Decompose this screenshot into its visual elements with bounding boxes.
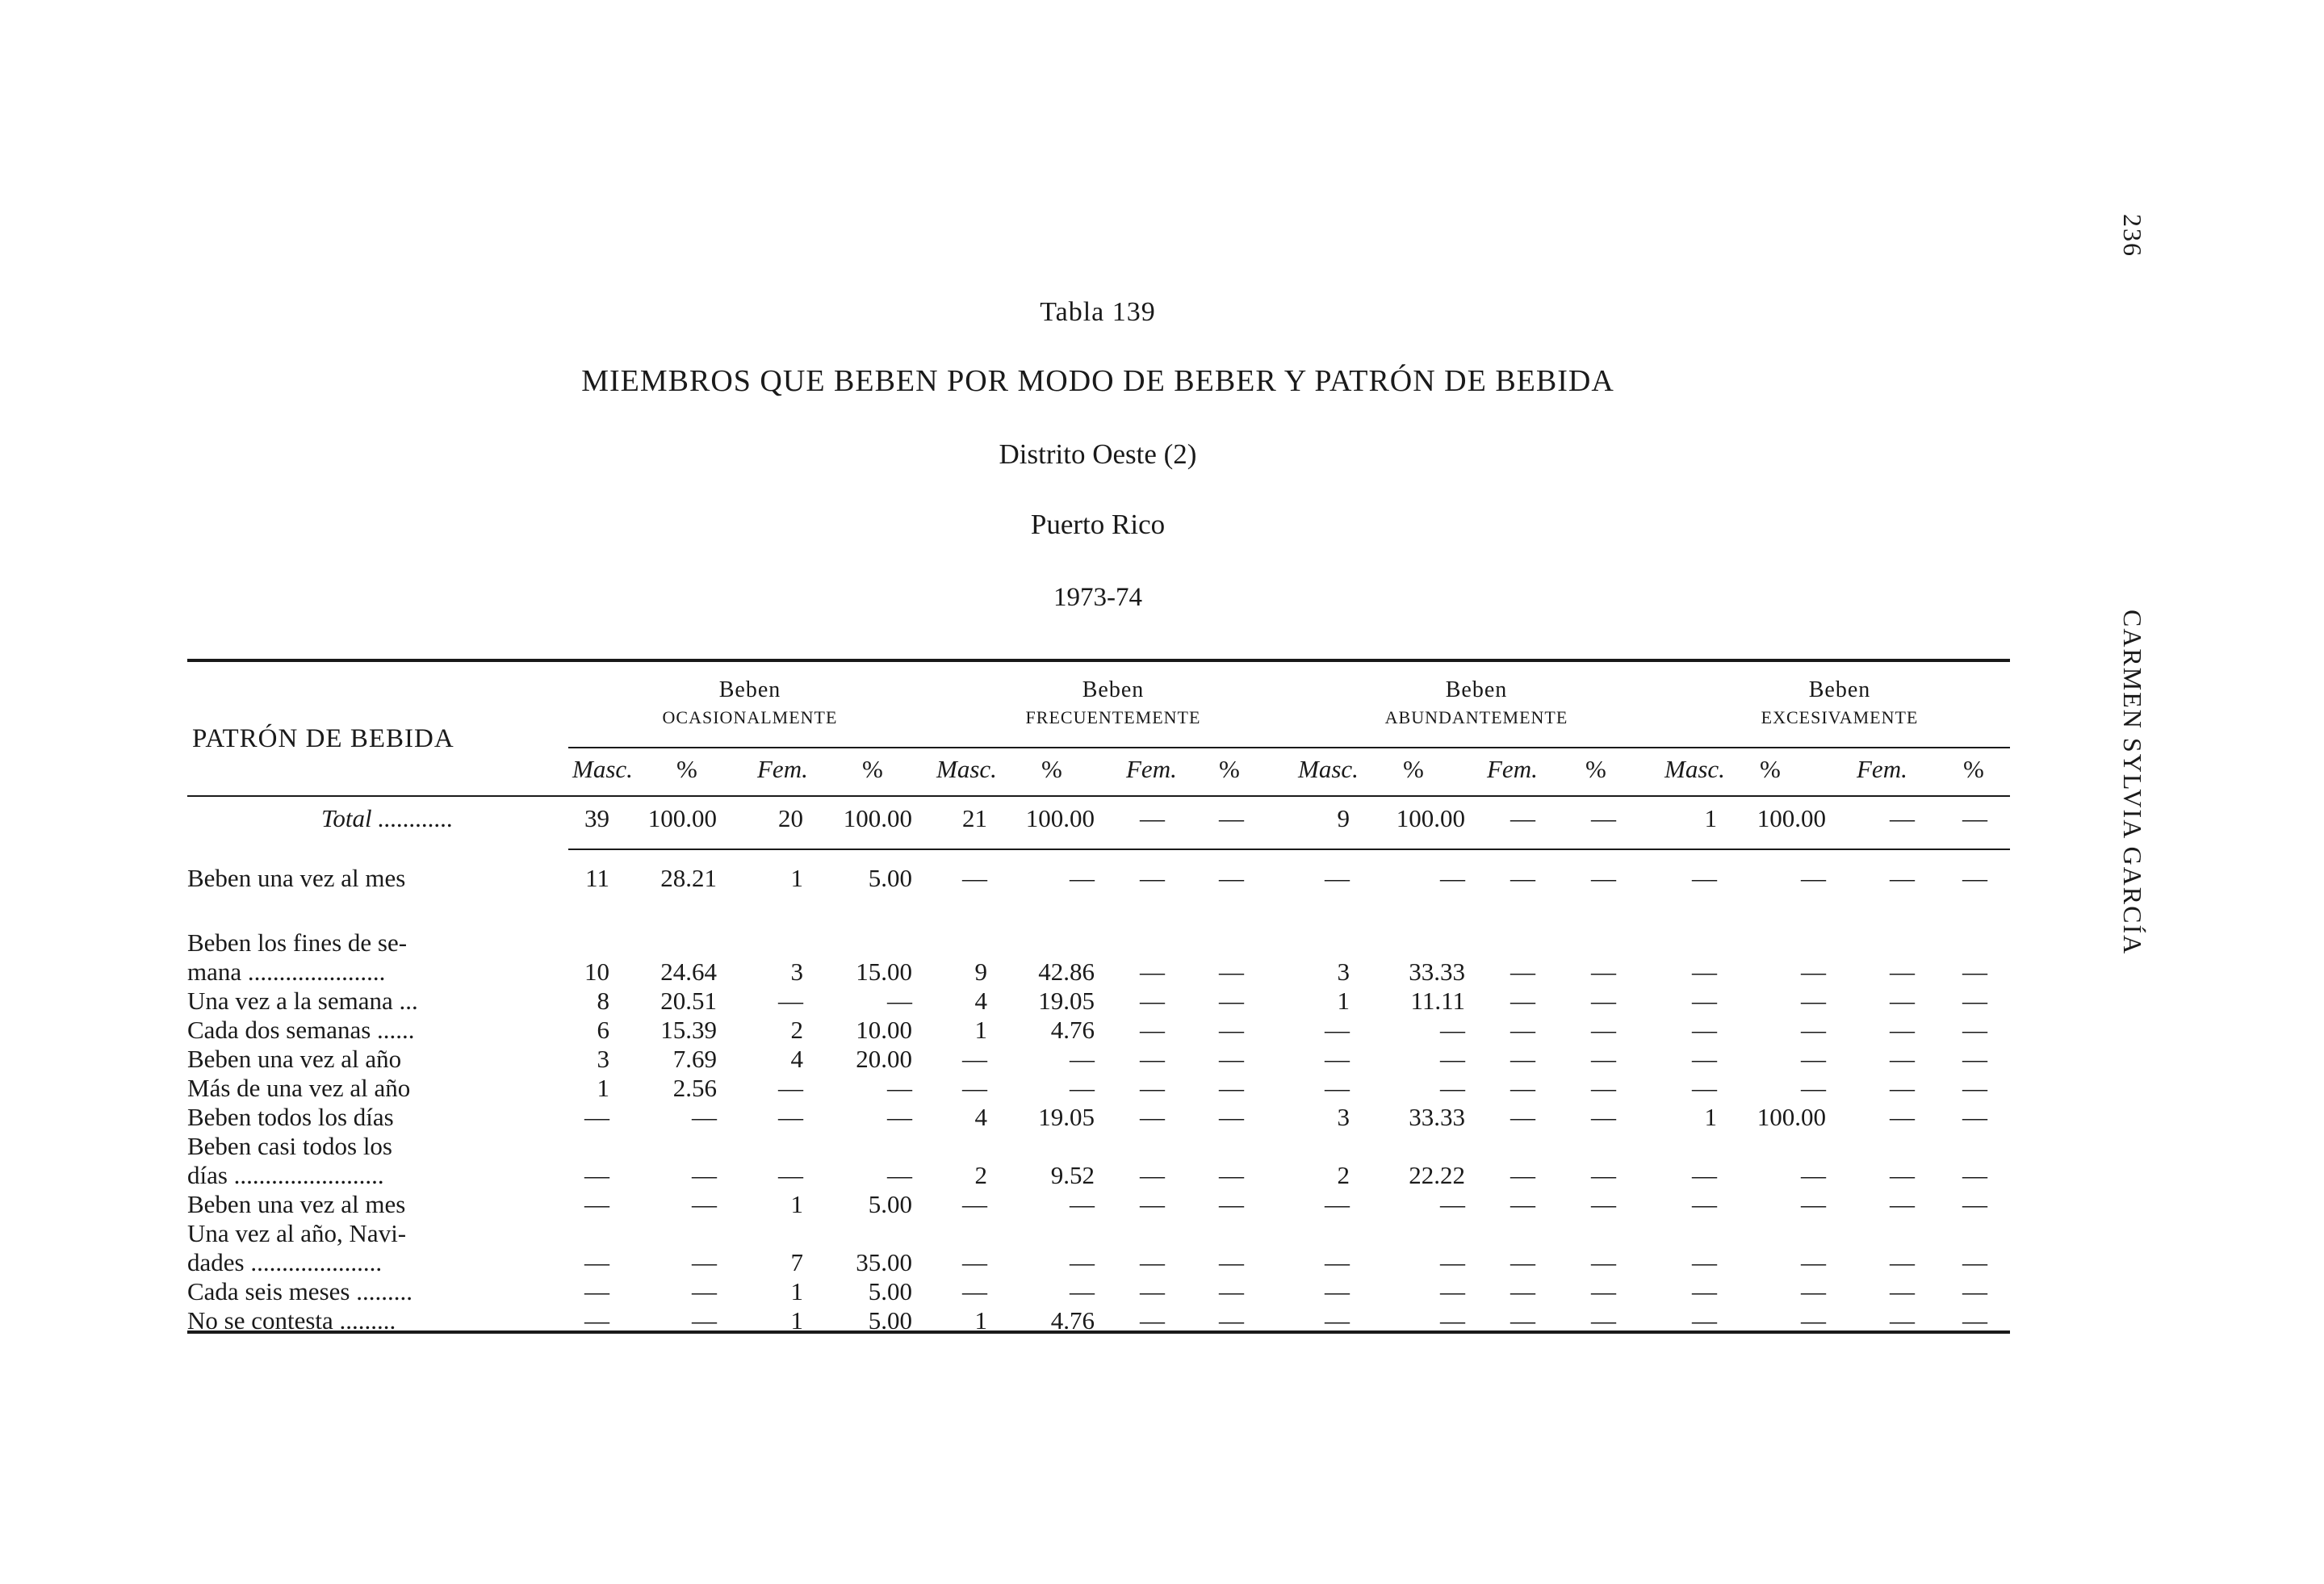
- table-cell: 9.52: [1050, 1161, 1095, 1189]
- table-title: MIEMBROS QUE BEBEN POR MODO DE BEBER Y PATRÓN DE BEBIDA: [581, 364, 1614, 398]
- table-cell: —: [1440, 1248, 1465, 1276]
- table-cell: —: [1962, 1016, 1987, 1044]
- table-cell: —: [1510, 804, 1535, 832]
- sub-header-pct: %: [1963, 755, 1984, 783]
- table-cell: —: [1962, 1074, 1987, 1102]
- table-cell: —: [1801, 1248, 1826, 1276]
- table-cell: 35.00: [856, 1248, 912, 1276]
- table-cell: —: [1219, 1045, 1244, 1073]
- table-cell: 1: [790, 864, 803, 892]
- table-cell: —: [1591, 1045, 1616, 1073]
- table-cell: —: [962, 1074, 987, 1102]
- table-cell: —: [1510, 1045, 1535, 1073]
- table-cell: 1: [974, 1016, 987, 1044]
- table-cell: —: [1510, 1277, 1535, 1305]
- table-cell: —: [1510, 864, 1535, 892]
- running-head: CARMEN SYLVIA GARCÍA: [2118, 610, 2147, 956]
- table-cell: 1: [790, 1190, 803, 1218]
- table-cell: —: [1692, 1074, 1717, 1102]
- table-cell: —: [962, 1045, 987, 1073]
- table-cell: 100.00: [1025, 804, 1095, 832]
- table-cell: —: [1801, 864, 1826, 892]
- table-cell: —: [778, 987, 803, 1015]
- table-cell: 21: [962, 804, 987, 832]
- table-cell: 4.76: [1050, 1016, 1095, 1044]
- table-cell: —: [1962, 864, 1987, 892]
- table-cell: —: [1890, 1161, 1915, 1189]
- table-cell: —: [1440, 864, 1465, 892]
- table-cell: —: [1890, 1074, 1915, 1102]
- table-cell: 5.00: [868, 1277, 912, 1305]
- table-cell: —: [584, 1190, 609, 1218]
- table-cell: —: [1325, 1045, 1350, 1073]
- table-cell: —: [1219, 1074, 1244, 1102]
- table-cell: —: [1692, 1277, 1717, 1305]
- table-cell: 6: [597, 1016, 609, 1044]
- table-cell: —: [1440, 1045, 1465, 1073]
- table-cell: 10.00: [856, 1016, 912, 1044]
- table-row: [0, 1132, 2018, 1161]
- sub-header-pct: %: [676, 755, 697, 783]
- table-cell: —: [962, 1277, 987, 1305]
- sub-header-fem: Fem.: [1857, 755, 1907, 783]
- table-cell: —: [1890, 1248, 1915, 1276]
- sub-header-masc: Masc.: [936, 755, 997, 783]
- table-cell: —: [1140, 958, 1165, 986]
- table-cell: —: [1219, 987, 1244, 1015]
- table-cell: —: [1325, 1277, 1350, 1305]
- table-cell: —: [1962, 1248, 1987, 1276]
- table-cell: 20.51: [660, 987, 717, 1015]
- table-cell: —: [1801, 987, 1826, 1015]
- table-cell: 100.00: [1396, 804, 1465, 832]
- row-label: Una vez a la semana ...: [187, 987, 418, 1015]
- table-cell: 42.86: [1038, 958, 1095, 986]
- table-cell: 9: [1337, 804, 1350, 832]
- table-cell: 19.05: [1038, 987, 1095, 1015]
- table-cell: —: [692, 1161, 717, 1189]
- table-cell: —: [1591, 1074, 1616, 1102]
- table-cell: —: [692, 1248, 717, 1276]
- table-number: Tabla 139: [1040, 297, 1156, 327]
- table-cell: 2: [790, 1016, 803, 1044]
- table-cell: —: [1962, 987, 1987, 1015]
- table-row: [0, 1277, 2018, 1306]
- table-cell: —: [1510, 1016, 1535, 1044]
- table-cell: —: [1962, 1045, 1987, 1073]
- table-cell: —: [1962, 1277, 1987, 1305]
- row-label: Cada dos semanas ......: [187, 1016, 415, 1044]
- table-cell: 1: [790, 1277, 803, 1305]
- table-cell: —: [1510, 1190, 1535, 1218]
- row-label: Beben una vez al mes: [187, 864, 406, 892]
- table-cell: —: [778, 1103, 803, 1131]
- table-cell: —: [1692, 958, 1717, 986]
- table-cell: —: [1219, 1190, 1244, 1218]
- table-cell: 100.00: [1757, 1103, 1826, 1131]
- table-cell: —: [1890, 864, 1915, 892]
- group-header-bottom: FRECUENTEMENTE: [1025, 707, 1201, 727]
- table-cell: —: [1890, 958, 1915, 986]
- table-cell: —: [1692, 1248, 1717, 1276]
- table-cell: —: [1219, 864, 1244, 892]
- table-cell: —: [1325, 1306, 1350, 1335]
- table-cell: —: [1140, 987, 1165, 1015]
- table-cell: 3: [1337, 1103, 1350, 1131]
- table-cell: 4.76: [1050, 1306, 1095, 1335]
- table-cell: —: [1440, 1277, 1465, 1305]
- table-cell: —: [1890, 1306, 1915, 1335]
- table-cell: 20.00: [856, 1045, 912, 1073]
- table-cell: —: [1692, 1190, 1717, 1218]
- table-cell: 39: [584, 804, 609, 832]
- group-header-rule: [568, 747, 2010, 748]
- row-label: mana ......................: [187, 958, 386, 986]
- table-cell: —: [1140, 1277, 1165, 1305]
- table-row: [0, 1190, 2018, 1219]
- table-cell: —: [692, 1277, 717, 1305]
- table-cell: —: [1219, 1248, 1244, 1276]
- table-cell: —: [1591, 1306, 1616, 1335]
- table-row: [0, 1161, 2018, 1190]
- table-cell: 11: [585, 864, 609, 892]
- table-cell: —: [1140, 1161, 1165, 1189]
- sub-header-pct: %: [1403, 755, 1424, 783]
- group-header-abundantemente: [1295, 677, 1658, 731]
- table-cell: 1: [1704, 804, 1717, 832]
- table-cell: —: [1219, 1277, 1244, 1305]
- table-cell: —: [1510, 1306, 1535, 1335]
- group-header-excesivamente: [1658, 677, 2021, 731]
- table-cell: —: [1591, 864, 1616, 892]
- sub-header-pct: %: [1760, 755, 1781, 783]
- table-row: [0, 958, 2018, 987]
- group-header-bottom: ABUNDANTEMENTE: [1384, 707, 1568, 727]
- table-cell: 100.00: [647, 804, 717, 832]
- sub-header-fem: Fem.: [1126, 755, 1177, 783]
- table-cell: 4: [790, 1045, 803, 1073]
- table-cell: —: [1591, 1190, 1616, 1218]
- table-cell: —: [1140, 1045, 1165, 1073]
- table-cell: —: [778, 1074, 803, 1102]
- district-subtitle: Distrito Oeste (2): [999, 438, 1197, 470]
- table-row: [0, 987, 2018, 1016]
- table-cell: —: [1801, 1190, 1826, 1218]
- sub-header-masc: Masc.: [1298, 755, 1359, 783]
- stub-header: PATRÓN DE BEBIDA: [192, 724, 454, 753]
- row-label: Beben una vez al mes: [187, 1190, 406, 1218]
- years-subtitle: 1973-74: [1053, 583, 1142, 612]
- table-row: [0, 1219, 2018, 1248]
- table-cell: —: [1692, 1045, 1717, 1073]
- table-cell: —: [1591, 1277, 1616, 1305]
- table-row: [0, 928, 2018, 958]
- table-cell: —: [1591, 987, 1616, 1015]
- table-cell: —: [1510, 1248, 1535, 1276]
- table-cell: —: [1962, 958, 1987, 986]
- table-cell: 1: [790, 1306, 803, 1335]
- table-cell: —: [1140, 1016, 1165, 1044]
- table-cell: —: [1890, 804, 1915, 832]
- table-cell: —: [1962, 1190, 1987, 1218]
- table-cell: —: [1510, 1103, 1535, 1131]
- table-cell: —: [1070, 864, 1095, 892]
- table-cell: —: [692, 1103, 717, 1131]
- table-cell: —: [1440, 1016, 1465, 1044]
- table-cell: 5.00: [868, 1306, 912, 1335]
- table-cell: —: [1140, 1103, 1165, 1131]
- table-cell: 9: [974, 958, 987, 986]
- group-header-top: Beben: [718, 677, 781, 702]
- group-header-frecuentemente: [932, 677, 1295, 731]
- sub-header-pct: %: [1585, 755, 1606, 783]
- table-cell: —: [1591, 1016, 1616, 1044]
- table-cell: —: [887, 1103, 912, 1131]
- table-top-rule: [187, 659, 2010, 662]
- row-label: Beben una vez al año: [187, 1045, 402, 1073]
- table-row: [0, 1248, 2018, 1277]
- table-cell: —: [1140, 1190, 1165, 1218]
- sub-header-masc: Masc.: [572, 755, 633, 783]
- table-cell: 28.21: [660, 864, 717, 892]
- table-cell: —: [584, 1161, 609, 1189]
- table-cell: —: [1692, 864, 1717, 892]
- table-cell: —: [1070, 1045, 1095, 1073]
- table-cell: 15.39: [660, 1016, 717, 1044]
- table-cell: —: [1890, 1103, 1915, 1131]
- table-cell: 11.11: [1410, 987, 1465, 1015]
- table-cell: —: [1140, 864, 1165, 892]
- table-cell: —: [1801, 1074, 1826, 1102]
- table-cell: —: [692, 1190, 717, 1218]
- sub-header-pct: %: [862, 755, 883, 783]
- table-cell: —: [1510, 1074, 1535, 1102]
- table-row: [0, 1103, 2018, 1132]
- group-header-top: Beben: [1445, 677, 1508, 702]
- sub-header-fem: Fem.: [757, 755, 808, 783]
- table-cell: —: [1962, 1103, 1987, 1131]
- group-header-top: Beben: [1808, 677, 1871, 702]
- table-row: [0, 1306, 2018, 1335]
- table-cell: 1: [1704, 1103, 1717, 1131]
- table-cell: —: [1440, 1190, 1465, 1218]
- group-header-bottom: OCASIONALMENTE: [662, 707, 838, 727]
- table-cell: —: [962, 864, 987, 892]
- table-cell: —: [1591, 1248, 1616, 1276]
- table-cell: 4: [974, 1103, 987, 1131]
- table-cell: —: [887, 1074, 912, 1102]
- row-label: Beben todos los días: [187, 1103, 394, 1131]
- table-cell: 100.00: [1757, 804, 1826, 832]
- table-cell: 2.56: [672, 1074, 717, 1102]
- row-label: Cada seis meses .........: [187, 1277, 412, 1305]
- table-cell: —: [1591, 1161, 1616, 1189]
- table-cell: —: [1890, 987, 1915, 1015]
- table-cell: —: [1325, 1016, 1350, 1044]
- table-cell: —: [1510, 958, 1535, 986]
- table-cell: —: [1219, 804, 1244, 832]
- table-cell: —: [1219, 1016, 1244, 1044]
- table-cell: 20: [778, 804, 803, 832]
- row-label: días ........................: [187, 1161, 384, 1189]
- table-cell: —: [584, 1248, 609, 1276]
- table-cell: —: [1219, 958, 1244, 986]
- table-cell: 19.05: [1038, 1103, 1095, 1131]
- table-cell: —: [887, 987, 912, 1015]
- table-cell: —: [1801, 1016, 1826, 1044]
- table-cell: —: [1962, 1161, 1987, 1189]
- table-cell: 22.22: [1409, 1161, 1465, 1189]
- table-cell: —: [1325, 864, 1350, 892]
- table-cell: 5.00: [868, 1190, 912, 1218]
- table-cell: —: [584, 1306, 609, 1335]
- table-cell: 15.00: [856, 958, 912, 986]
- table-cell: —: [692, 1306, 717, 1335]
- table-cell: 10: [584, 958, 609, 986]
- table-cell: —: [1801, 1277, 1826, 1305]
- table-cell: —: [1591, 1103, 1616, 1131]
- place-subtitle: Puerto Rico: [1030, 509, 1166, 540]
- sub-header-pct: %: [1041, 755, 1062, 783]
- table-cell: —: [1692, 1016, 1717, 1044]
- table-cell: —: [962, 1190, 987, 1218]
- table-cell: —: [1801, 958, 1826, 986]
- row-label: Más de una vez al año: [187, 1074, 411, 1102]
- table-row: [0, 864, 2018, 893]
- table-cell: —: [1325, 1074, 1350, 1102]
- group-header-bottom: EXCESIVAMENTE: [1761, 707, 1919, 727]
- table-cell: 33.33: [1409, 1103, 1465, 1131]
- group-header-ocasionalmente: [568, 677, 932, 731]
- table-cell: —: [1219, 1103, 1244, 1131]
- table-cell: 1: [1337, 987, 1350, 1015]
- table-cell: 2: [974, 1161, 987, 1189]
- row-label: dades .....................: [187, 1248, 383, 1276]
- table-cell: 5.00: [868, 864, 912, 892]
- table-cell: 1: [597, 1074, 609, 1102]
- table-cell: —: [1140, 1248, 1165, 1276]
- table-cell: —: [962, 1248, 987, 1276]
- table-cell: —: [778, 1161, 803, 1189]
- table-cell: —: [1440, 1074, 1465, 1102]
- total-label: Total ............: [321, 804, 454, 832]
- table-row: [0, 1074, 2018, 1103]
- row-label: Beben casi todos los: [187, 1132, 392, 1160]
- row-label: No se contesta .........: [187, 1306, 396, 1335]
- group-header-top: Beben: [1082, 677, 1145, 702]
- subheader-rule: [187, 795, 2010, 797]
- table-cell: —: [1591, 958, 1616, 986]
- row-label: Beben los fines de se-: [187, 928, 408, 957]
- row-label: Una vez al año, Navi-: [187, 1219, 407, 1247]
- table-cell: —: [1890, 1016, 1915, 1044]
- table-cell: —: [1692, 1306, 1717, 1335]
- table-cell: —: [1219, 1161, 1244, 1189]
- table-cell: —: [1890, 1277, 1915, 1305]
- table-cell: —: [1140, 1306, 1165, 1335]
- table-cell: —: [1962, 1306, 1987, 1335]
- sub-header-pct: %: [1219, 755, 1240, 783]
- table-cell: 3: [790, 958, 803, 986]
- table-cell: 100.00: [843, 804, 912, 832]
- table-cell: —: [1070, 1277, 1095, 1305]
- table-cell: —: [1325, 1248, 1350, 1276]
- table-cell: —: [1890, 1190, 1915, 1218]
- table-cell: —: [1801, 1161, 1826, 1189]
- table-cell: 33.33: [1409, 958, 1465, 986]
- table-cell: —: [1591, 804, 1616, 832]
- table-cell: 24.64: [660, 958, 717, 986]
- table-cell: —: [584, 1277, 609, 1305]
- table-cell: —: [1962, 804, 1987, 832]
- table-cell: —: [1070, 1074, 1095, 1102]
- table-cell: —: [1070, 1248, 1095, 1276]
- table-cell: —: [1140, 804, 1165, 832]
- table-cell: 2: [1337, 1161, 1350, 1189]
- table-row: [0, 1016, 2018, 1045]
- table-cell: —: [1890, 1045, 1915, 1073]
- page-number: 236: [2118, 214, 2147, 258]
- table-cell: —: [1692, 1161, 1717, 1189]
- table-cell: 1: [974, 1306, 987, 1335]
- table-cell: 3: [597, 1045, 609, 1073]
- table-cell: 7.69: [672, 1045, 717, 1073]
- table-cell: 7: [790, 1248, 803, 1276]
- table-cell: 3: [1337, 958, 1350, 986]
- table-cell: —: [1692, 987, 1717, 1015]
- sub-header-masc: Masc.: [1664, 755, 1725, 783]
- table-cell: 4: [974, 987, 987, 1015]
- table-cell: —: [1219, 1306, 1244, 1335]
- table-cell: —: [1440, 1306, 1465, 1335]
- table-cell: —: [584, 1103, 609, 1131]
- total-rule: [568, 849, 2010, 850]
- total-row: [0, 804, 2018, 833]
- table-cell: —: [1801, 1306, 1826, 1335]
- table-cell: —: [1801, 1045, 1826, 1073]
- table-cell: 8: [597, 987, 609, 1015]
- table-cell: —: [1140, 1074, 1165, 1102]
- table-cell: —: [1510, 1161, 1535, 1189]
- table-cell: —: [887, 1161, 912, 1189]
- sub-header-fem: Fem.: [1487, 755, 1538, 783]
- table-cell: —: [1510, 987, 1535, 1015]
- table-cell: —: [1325, 1190, 1350, 1218]
- table-row: [0, 1045, 2018, 1074]
- table-cell: —: [1070, 1190, 1095, 1218]
